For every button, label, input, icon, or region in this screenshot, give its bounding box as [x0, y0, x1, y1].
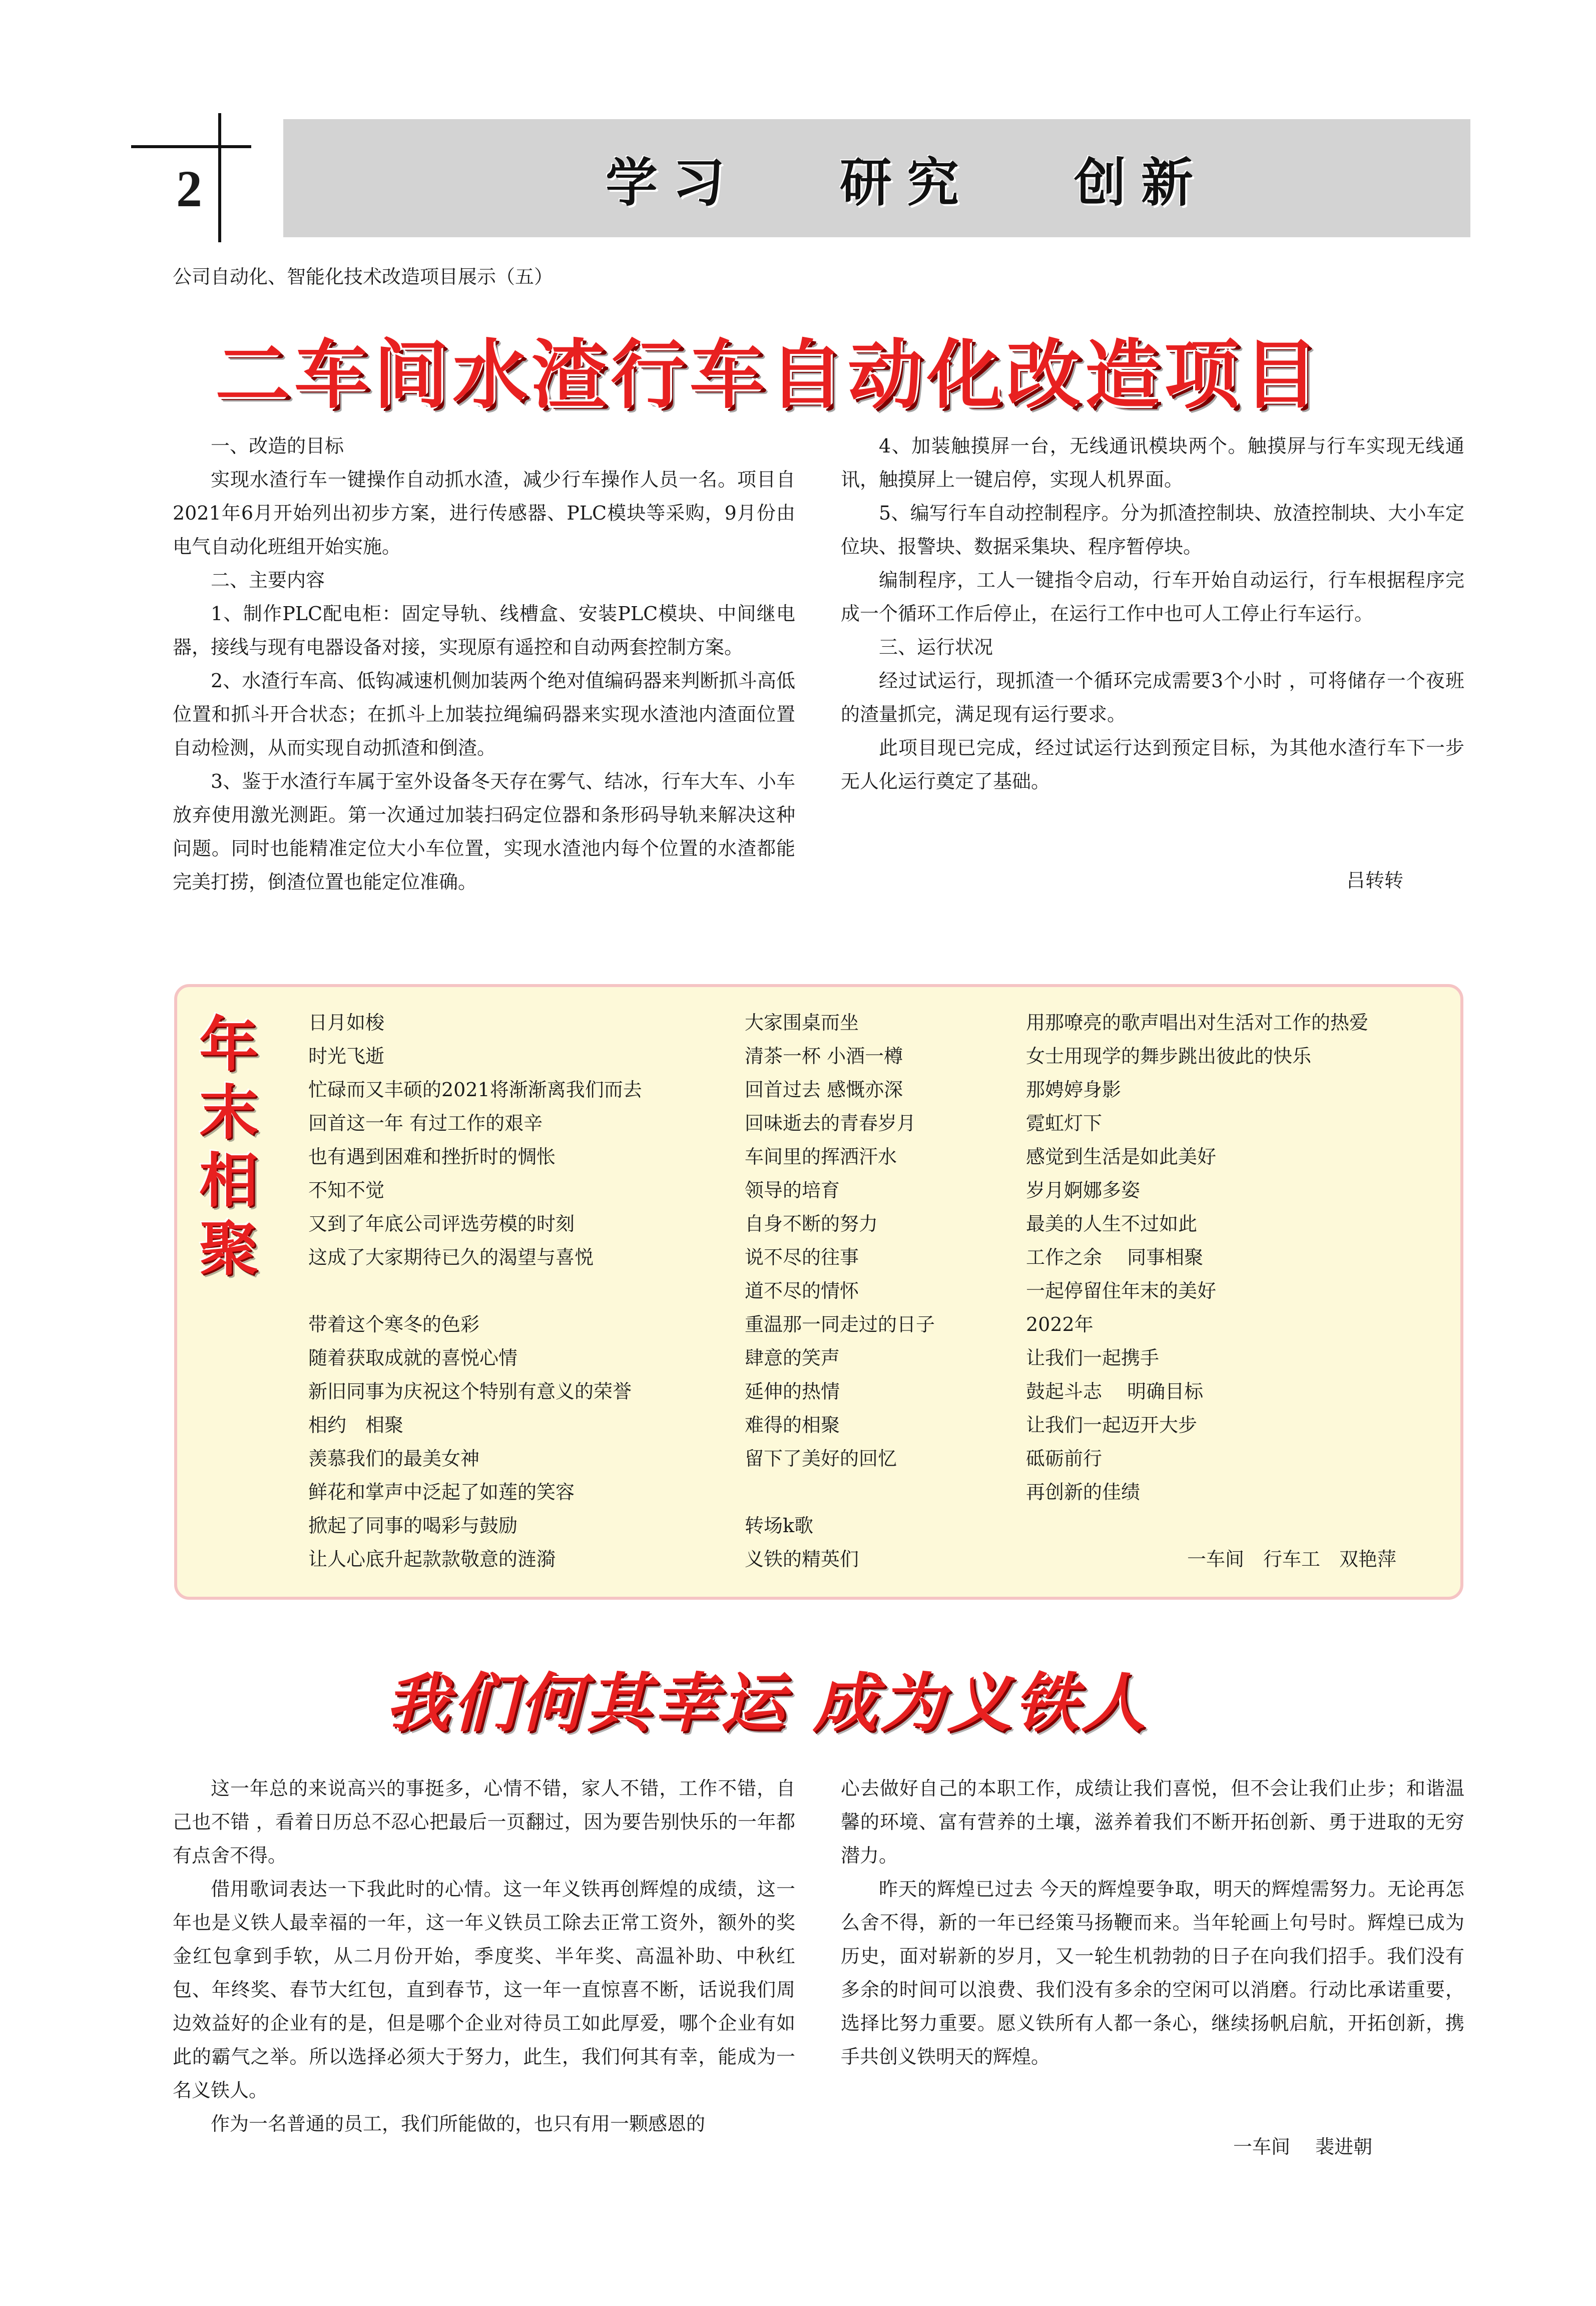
article2-author: 一车间 裴进朝 [1233, 2136, 1373, 2158]
page-number: 2 [176, 160, 202, 218]
poem-line: 让人心底升起款款敬意的涟漪 [308, 1548, 556, 1570]
article1-paragraph: 5、编写行车自动控制程序。分为抓渣控制块、放渣控制块、大小车定位块、报警块、数据采集块、程序暂停块。 [841, 502, 1464, 558]
poem-line: 用那嘹亮的歌声唱出对生活对工作的热爱 [1026, 1012, 1369, 1034]
article1-paragraph: 实现水渣行车一键操作自动抓水渣，减少行车操作人员一名。项目自2021年6月开始列出初步方案，进行传感器、PLC模块等采购，9月份由电气自动化班组开始实施。 [173, 469, 795, 558]
article2-paragraph: 心去做好自己的本职工作，成绩让我们喜悦，但不会让我们止步；和谐温馨的环境、富有营养的土壤，滋养着我们不断开拓创新、勇于进取的无穷潜力。 [841, 1777, 1464, 1867]
article1-paragraph: 2、水渣行车高、低钩减速机侧加装两个绝对值编码器来判断抓斗高低位置和抓斗开合状态；在抓斗上加装拉绳编码器来实现水渣池内渣面位置自动检测，从而实现自动抓渣和倒渣。 [173, 670, 795, 759]
article2-right-column [841, 1772, 1464, 2074]
poem-line: 转场k歌 [745, 1515, 814, 1537]
poem-line: 不知不觉 [308, 1179, 385, 1201]
poem-line: 那娉婷身影 [1026, 1079, 1122, 1101]
article1-right-column [841, 429, 1464, 798]
poem-line: 随着获取成就的喜悦心情 [308, 1347, 518, 1369]
poem-line: 回首这一年 有过工作的艰辛 [308, 1112, 543, 1134]
poem-column-1 [308, 1006, 729, 1576]
poem-title [199, 1011, 259, 1282]
poem-line: 肆意的笑声 [745, 1347, 840, 1369]
article1-paragraph: 此项目现已完成，经过试运行达到预定目标，为其他水渣行车下一步无人化运行奠定了基础。 [841, 737, 1464, 792]
article1-left-column [173, 429, 795, 899]
poem-line: 让我们一起携手 [1026, 1347, 1160, 1369]
poem-line: 大家围桌而坐 [745, 1012, 859, 1034]
poem-author: 一车间 行车工 双艳萍 [1187, 1548, 1397, 1570]
article2-paragraph: 这一年总的来说高兴的事挺多，心情不错，家人不错，工作不错，自己也不错 ，看着日历总不忍心把最后一页翻过，因为要告别快乐的一年都有点舍不得。 [173, 1777, 795, 1867]
article1-subheading: 二、主要内容 [211, 569, 325, 591]
poem-line: 时光飞逝 [308, 1045, 385, 1067]
poem-line: 回首过去 感慨亦深 [745, 1079, 903, 1101]
article1-paragraph: 经过试运行，现抓渣一个循环完成需要3个小时 ，可将储存一个夜班的渣量抓完，满足现有运行要求。 [841, 670, 1464, 725]
poem-line: 留下了美好的回忆 [745, 1448, 897, 1470]
article1-paragraph: 4、加装触摸屏一台，无线通讯模块两个。触摸屏与行车实现无线通讯，触摸屏上一键启停，实现人机界面。 [841, 435, 1464, 491]
poem-line: 相约 相聚 [308, 1414, 404, 1436]
banner-word-study: 学习 [605, 152, 740, 213]
poem-line: 说不尽的往事 [745, 1246, 859, 1268]
poem-line: 忙碌而又丰硕的2021将渐渐离我们而去 [308, 1079, 642, 1101]
article2-paragraph: 作为一名普通的员工，我们所能做的，也只有用一颗感恩的 [211, 2113, 706, 2135]
poem-line: 鲜花和掌声中泛起了如莲的笑容 [308, 1481, 575, 1503]
banner-word-innovate: 创新 [1074, 152, 1209, 213]
poem-line: 难得的相聚 [745, 1414, 840, 1436]
article1-subheading: 三、运行状况 [879, 636, 993, 658]
poem-line: 再创新的佳绩 [1026, 1481, 1141, 1503]
poem-line: 砥砺前行 [1026, 1448, 1103, 1470]
poem-line: 回味逝去的青春岁月 [745, 1112, 916, 1134]
article1-title: 二车间水渣行车自动化改造项目 [215, 332, 1323, 419]
poem-line: 又到了年底公司评选劳模的时刻 [308, 1213, 575, 1235]
article1-author: 吕转转 [1346, 869, 1404, 891]
poem-line [308, 1274, 729, 1308]
banner-word-research: 研究 [839, 152, 974, 213]
article2-left-column [173, 1772, 795, 2141]
poem-line: 工作之余 同事相聚 [1026, 1246, 1204, 1268]
poem-line: 鼓起斗志 明确目标 [1026, 1380, 1204, 1403]
poem-line: 义铁的精英们 [745, 1548, 859, 1570]
poem-line: 道不尽的情怀 [745, 1280, 859, 1302]
poem-line: 自身不断的努力 [745, 1213, 878, 1235]
header-banner [283, 119, 1470, 237]
poem-line: 清茶一杯 小酒一樽 [745, 1045, 903, 1067]
poem-line: 2022年 [1026, 1313, 1094, 1335]
poem-title-char: 相 [199, 1146, 259, 1215]
poem-column-2 [745, 1006, 1015, 1576]
poem-line: 羡慕我们的最美女神 [308, 1448, 480, 1470]
poem-line: 延伸的热情 [745, 1380, 840, 1403]
poem-line: 霓虹灯下 [1026, 1112, 1103, 1134]
poem-line: 一起停留住年末的美好 [1026, 1280, 1217, 1302]
poem-line: 日月如梭 [308, 1012, 385, 1034]
poem-line: 带着这个寒冬的色彩 [308, 1313, 480, 1335]
poem-line [745, 1476, 1015, 1509]
poem-title-char: 末 [199, 1078, 259, 1147]
header-rule-horizontal [131, 145, 251, 148]
poem-line: 领导的培育 [745, 1179, 840, 1201]
article2-paragraph: 昨天的辉煌已过去 今天的辉煌要争取，明天的辉煌需努力。无论再怎么舍不得，新的一年已经策马扬鞭而来。当年轮画上句号时。辉煌已成为历史，面对崭新的岁月，又一轮生机勃勃的日子在向我们招手。我们没有多余的时间可以浪费、我们没有多余的空闲可以消磨。行动比承诺重要，选择比努力重要。愿义铁所有人都一条心，继续扬帆启航，开拓创新，携手共创义铁明天的辉煌。 [841, 1878, 1464, 2068]
poem-line: 车间里的挥洒汗水 [745, 1146, 897, 1168]
poem-column-3 [1026, 1006, 1446, 1509]
article2-title: 我们何其幸运 成为义铁人 [385, 1666, 1149, 1741]
poem-line: 感觉到生活是如此美好 [1026, 1146, 1217, 1168]
series-caption: 公司自动化、智能化技术改造项目展示（五） [173, 266, 554, 288]
poem-line: 掀起了同事的喝彩与鼓励 [308, 1515, 518, 1537]
poem-line: 新旧同事为庆祝这个特别有意义的荣誉 [308, 1380, 632, 1403]
article1-paragraph: 1、制作PLC配电柜：固定导轨、线槽盒、安装PLC模块、中间继电器，接线与现有电器设备对接，实现原有遥控和自动两套控制方案。 [173, 603, 795, 658]
poem-line: 也有遇到困难和挫折时的惆怅 [308, 1146, 556, 1168]
poem-line: 最美的人生不过如此 [1026, 1213, 1198, 1235]
poem-line: 女士用现学的舞步跳出彼此的快乐 [1026, 1045, 1312, 1067]
article1-paragraph: 编制程序，工人一键指令启动，行车开始自动运行，行车根据程序完成一个循环工作后停止，在运行工作中也可人工停止行车运行。 [841, 569, 1464, 625]
header-rule-vertical [218, 113, 221, 242]
article1-subheading: 一、改造的目标 [211, 435, 344, 457]
poem-title-char: 年 [199, 1010, 259, 1079]
poem-line: 让我们一起迈开大步 [1026, 1414, 1198, 1436]
article2-paragraph: 借用歌词表达一下我此时的心情。这一年义铁再创辉煌的成绩，这一年也是义铁人最幸福的一年，这一年义铁员工除去正常工资外，额外的奖金红包拿到手软，从二月份开始，季度奖、半年奖、高温补助、中秋红包、年终奖、春节大红包，直到春节，这一年一直惊喜不断，话说我们周边效益好的企业有的是，但是哪个企业对待员工如此厚爱，哪个企业有如此的霸气之举。所以选择必须大于努力，此生，我们何其有幸，能成为一名义铁人。 [173, 1878, 795, 2101]
poem-line: 岁月婀娜多姿 [1026, 1179, 1141, 1201]
poem-line: 重温那一同走过的日子 [745, 1313, 935, 1335]
poem-title-char: 聚 [199, 1214, 259, 1283]
poem-line: 这成了大家期待已久的渴望与喜悦 [308, 1246, 594, 1268]
article1-paragraph: 3、鉴于水渣行车属于室外设备冬天存在雾气、结冰，行车大车、小车放弃使用激光测距。第一次通过加装扫码定位器和条形码导轨来解决这种问题。同时也能精准定位大小车位置，实现水渣池内每个位置的水渣都能完美打捞，倒渣位置也能定位准确。 [173, 770, 795, 893]
